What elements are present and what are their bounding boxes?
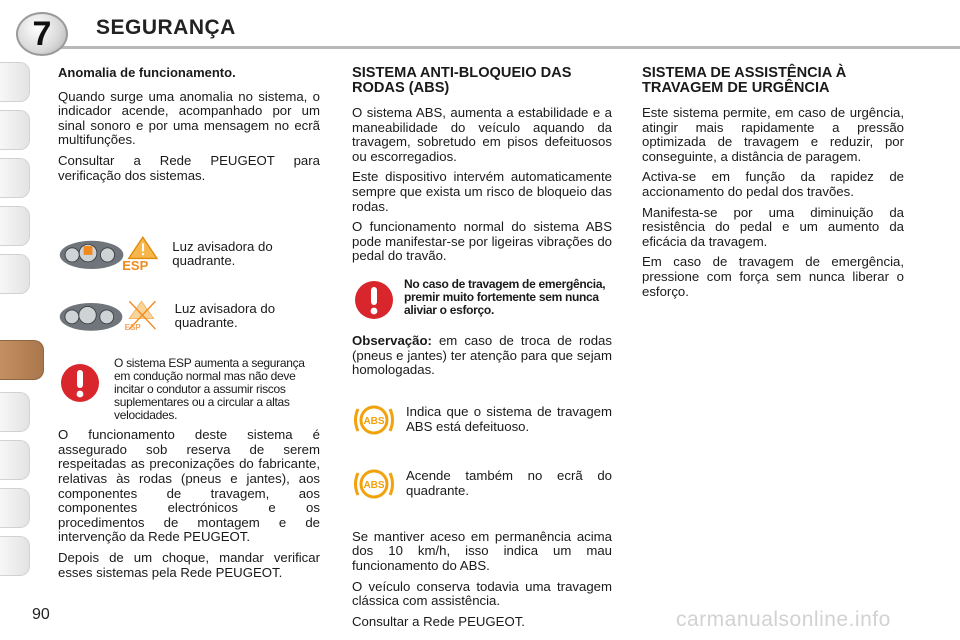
indicator-label-2: Luz avisadora do quadrante. <box>174 300 276 331</box>
malfunction-subheading: Anomalia de funcionamento. <box>58 65 236 80</box>
abs-label-2: Acende também no ecrã do quadrante. <box>406 468 612 498</box>
abs-paragraph-2: Este dispositivo intervém automaticamente sempre que exista um risco de bloqueio das rodas. <box>352 169 612 214</box>
abs-paragraph-5: O veículo conserva todavia uma travagem clássica com assistência. <box>352 578 612 609</box>
header-rule <box>60 46 960 49</box>
chapter-number-badge: 7 <box>16 12 68 56</box>
watermark: carmanualsonline.info <box>676 608 891 631</box>
abs-badge: ABS <box>363 415 385 427</box>
chapter-tab[interactable] <box>0 206 30 246</box>
abs-warning-light-icon <box>352 400 402 440</box>
chapter-tab[interactable] <box>0 392 30 432</box>
page-header <box>0 0 960 60</box>
emergency-paragraph-2: Activa-se em função da rapidez de accionamento do pedal dos travões. <box>642 169 904 199</box>
esp-indicator-row-1 <box>58 231 320 277</box>
esp-badge-1: ESP <box>122 257 149 273</box>
chapter-tab[interactable] <box>0 440 30 480</box>
warning-exclamation-icon <box>352 278 404 326</box>
chapter-tabs <box>0 62 34 582</box>
abs-paragraph-6: Consultar a Rede PEUGEOT. <box>352 613 525 629</box>
after-impact-paragraph: Depois de um choque, mandar verificar esses sistemas pela Rede PEUGEOT. <box>58 549 320 580</box>
column-middle <box>352 66 612 635</box>
abs-warning-light-icon <box>352 464 402 504</box>
emergency-paragraph-1: Este sistema permite, em caso de urgência, atingir mais rapidamente a pressão optimizada de travagem e reduzir, por conseguinte, a distância de paragem. <box>642 105 904 164</box>
chapter-tab-active[interactable] <box>0 340 44 380</box>
chapter-tab[interactable] <box>0 536 30 576</box>
abs-warning-text: No caso de travagem de emergência, premir muito fortemente sem nunca aliviar o esforço. <box>404 276 606 317</box>
abs-label-1: Indica que o sistema de travagem ABS está defeituoso. <box>406 404 612 434</box>
esp-badge-2: ESP <box>124 322 141 332</box>
observation-label: Observação: <box>352 332 432 348</box>
emergency-paragraph-4: Em caso de travagem de emergência, pressione com força sem nunca liberar o esforço. <box>642 254 904 299</box>
check-paragraph: Consultar a Rede PEUGEOT para verificação dos sistemas. <box>58 152 320 183</box>
abs-indicator-row-1 <box>352 400 612 440</box>
observation-text: em caso de troca de rodas (pneus e jantes) ter atenção para que sejam homologadas. <box>352 332 612 378</box>
chapter-tab[interactable] <box>0 62 30 102</box>
operation-paragraph: O funcionamento deste sistema é assegurado sob reserva de serem respeitadas as preconizações do fabricante, relativas às rodas (pneus e jantes), aos componentes de travagem, aos componentes electrónicos e os procedimentos de montagem e de intervenção da Rede PEUGEOT. <box>58 427 320 545</box>
emergency-brake-section-title: SISTEMA DE ASSISTÊNCIA À TRAVAGEM DE URGÊNCIA <box>642 65 847 96</box>
abs-paragraph-3: O funcionamento normal do sistema ABS pode manifestar-se por ligeiras vibrações do pedal do travão. <box>352 219 612 264</box>
malfunction-paragraph: Quando surge uma anomalia no sistema, o indicador acende, acompanhado por um sinal sonoro e por uma mensagem no ecrã multifunções. <box>58 88 320 148</box>
page-number: 90 <box>32 606 50 623</box>
chapter-tab[interactable] <box>0 110 30 150</box>
abs-warning-box <box>352 278 612 326</box>
column-left <box>58 66 320 586</box>
chapter-tab[interactable] <box>0 158 30 198</box>
esp-warning-box <box>58 357 320 422</box>
abs-indicator-row-2 <box>352 464 612 504</box>
chapter-tab[interactable] <box>0 254 30 294</box>
esp-warning-text: O sistema ESP aumenta a segurança em condução normal mas não deve incitar o condutor a assumir riscos suplementares ou a circular a altas velocidades. <box>114 356 305 423</box>
indicator-label-1: Luz avisadora do quadrante. <box>172 238 273 269</box>
emergency-paragraph-3: Manifesta-se por uma diminuição da resistência do pedal e um aumento da eficácia da travagem. <box>642 204 904 249</box>
observation-paragraph <box>352 334 612 378</box>
dashboard-cluster-icon <box>58 293 161 339</box>
abs-paragraph-1: O sistema ABS, aumenta a estabilidade e a maneabilidade do veículo aquando da travagem, sobretudo em pisos defeituosos ou escorregadios. <box>352 105 612 164</box>
warning-exclamation-icon <box>58 361 110 413</box>
abs-paragraph-4: Se mantiver aceso em permanência acima dos 10 km/h, isso indica um mau funcionamento do ABS. <box>352 528 612 573</box>
column-right <box>642 66 904 305</box>
chapter-title: SEGURANÇA <box>96 16 236 39</box>
esp-indicator-row-2 <box>58 293 320 339</box>
abs-badge: ABS <box>363 479 385 491</box>
abs-section-title: SISTEMA ANTI-BLOQUEIO DAS RODAS (ABS) <box>352 65 572 96</box>
chapter-tab[interactable] <box>0 488 30 528</box>
